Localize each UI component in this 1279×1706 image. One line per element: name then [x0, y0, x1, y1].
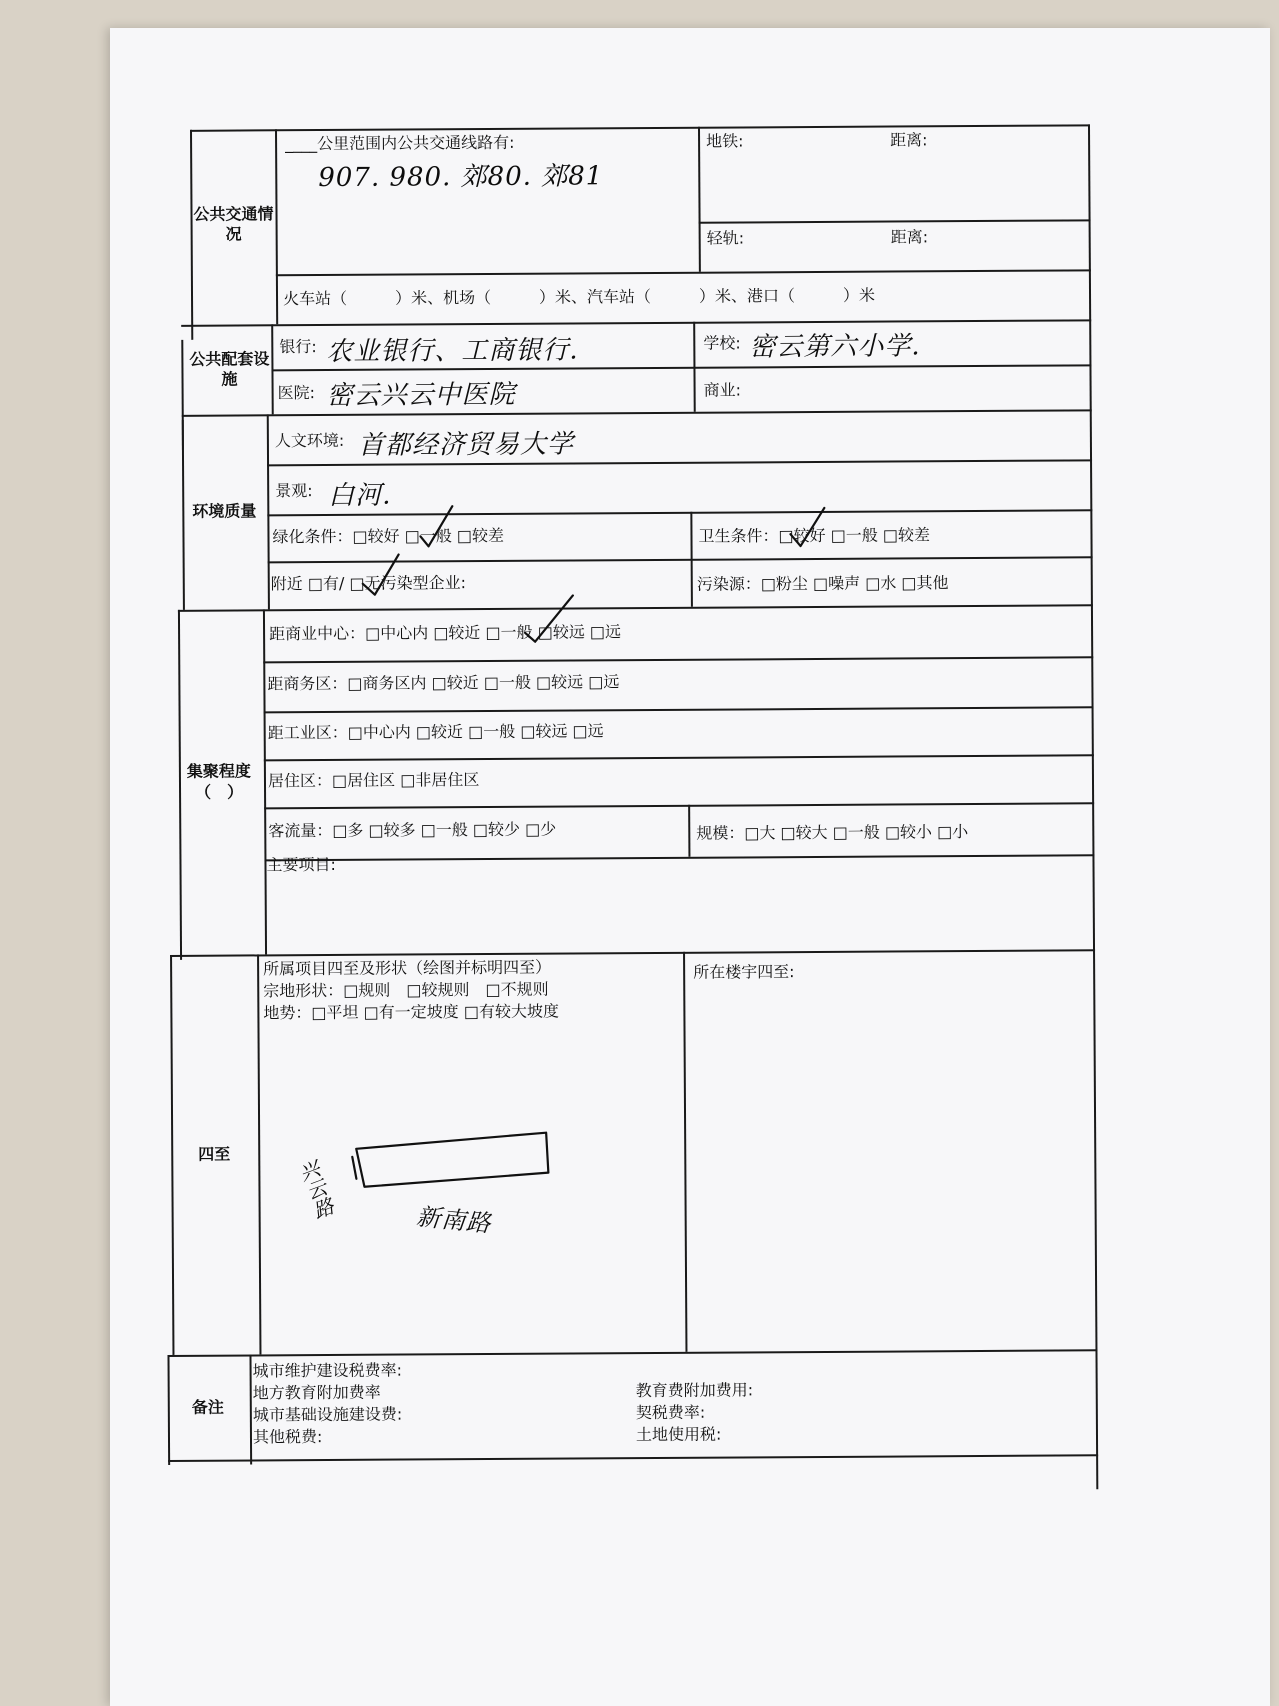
light-rail-label: 轻轨: [706, 228, 745, 248]
landscape-label: 景观: [275, 481, 313, 501]
sketch-parcel-edge [352, 1157, 356, 1179]
local-edu-label: 地方教育附加费率 [252, 1382, 381, 1403]
section-label-boundaries: 四至 [198, 1144, 231, 1164]
other-tax-label: 其他税费: [252, 1427, 323, 1447]
stations-line: 火车站（ ）米、机场（ ）米、汽车站（ ）米、港口（ ）米 [282, 285, 876, 309]
business-district-line[interactable]: 距商务区：□商务区内 □较近 □一般 □较远 □远 [267, 672, 620, 694]
project-boundary-title: 所属项目四至及形状（绘图并标明四至） [263, 957, 552, 979]
infra-fee-label: 城市基础设施建设费: [252, 1404, 403, 1425]
bank-label: 银行: [279, 337, 317, 357]
sketch-parcel [356, 1133, 548, 1187]
business-center-line[interactable]: 距商业中心：□中心内 □较近 □一般 □较远 □远 [269, 622, 622, 644]
culture-handwriting: 首都经济贸易大学 [357, 429, 575, 461]
survey-form [160, 124, 1199, 1580]
pollution-line[interactable]: 污染源：□粉尘 □噪声 □水 □其他 [696, 573, 949, 594]
landscape-handwriting: 白河. [328, 480, 392, 511]
edu-fee-label: 教育费附加费用: [635, 1380, 754, 1401]
urban-tax-label: 城市维护建设税费率: [252, 1360, 403, 1381]
section-label-remarks: 备注 [191, 1397, 224, 1417]
scale-line[interactable]: 规模：□大 □较大 □一般 □较小 □小 [696, 822, 969, 843]
section-label-environment: 环境质量 [192, 501, 257, 521]
culture-label: 人文环境: [274, 430, 345, 451]
main-projects-label: 主要项目: [266, 854, 336, 875]
shape-line[interactable]: 宗地形状：□规则 □较规则 □不规则 [263, 979, 549, 1001]
check-mark [525, 595, 573, 641]
section-label-agglomeration-paren: （ ） [194, 782, 244, 802]
hospital-handwriting: 密云兴云中医院 [326, 379, 516, 411]
section-label-facilities: 公共配套设施 [189, 349, 270, 389]
section-label-transit: 公共交通情况 [193, 204, 274, 244]
subway-distance-label: 距离: [890, 130, 928, 150]
industrial-line[interactable]: 距工业区：□中心内 □较近 □一般 □较远 □远 [267, 721, 604, 743]
check-mark [420, 506, 452, 546]
school-label: 学校: [703, 333, 741, 353]
hospital-label: 医院: [277, 383, 316, 403]
sketch-bottom-road-label: 新南路 [415, 1202, 493, 1238]
light-rail-distance-label: 距离: [890, 227, 929, 247]
greening-line[interactable]: 绿化条件：□较好 □一般 □较差 [272, 525, 505, 547]
section-label-agglomeration: 集聚程度 [186, 761, 251, 781]
land-tax-label: 土地使用税: [635, 1424, 722, 1445]
building-boundary-label: 所在楼宇四至: [693, 962, 795, 982]
handwritten-marks [160, 124, 1199, 1530]
bank-handwriting: 农业银行、工商银行. [326, 335, 579, 367]
transit-routes-handwriting: 907. 980. 郊80. 郊81 [318, 161, 604, 194]
commerce-label: 商业: [703, 380, 742, 400]
sanitation-line[interactable]: 卫生条件：□较好 □一般 □较差 [698, 525, 931, 546]
nearby-line[interactable]: 附近 □有/ □无污染型企业: [270, 573, 467, 594]
check-mark [790, 508, 824, 546]
check-mark [363, 555, 399, 595]
transit-routes-label: ____公里范围内公共交通线路有: [285, 132, 515, 154]
subway-label: 地铁: [706, 131, 744, 151]
residential-line[interactable]: 居住区：□居住区 □非居住区 [267, 770, 480, 791]
deed-tax-label: 契税费率: [635, 1402, 706, 1423]
school-handwriting: 密云第六小学. [749, 331, 921, 363]
terrain-line[interactable]: 地势：□平坦 □有一定坡度 □有较大坡度 [263, 1001, 559, 1023]
traffic-line[interactable]: 客流量：□多 □较多 □一般 □较少 □少 [268, 819, 557, 841]
sketch-left-road-label: 兴云路 [296, 1155, 339, 1224]
